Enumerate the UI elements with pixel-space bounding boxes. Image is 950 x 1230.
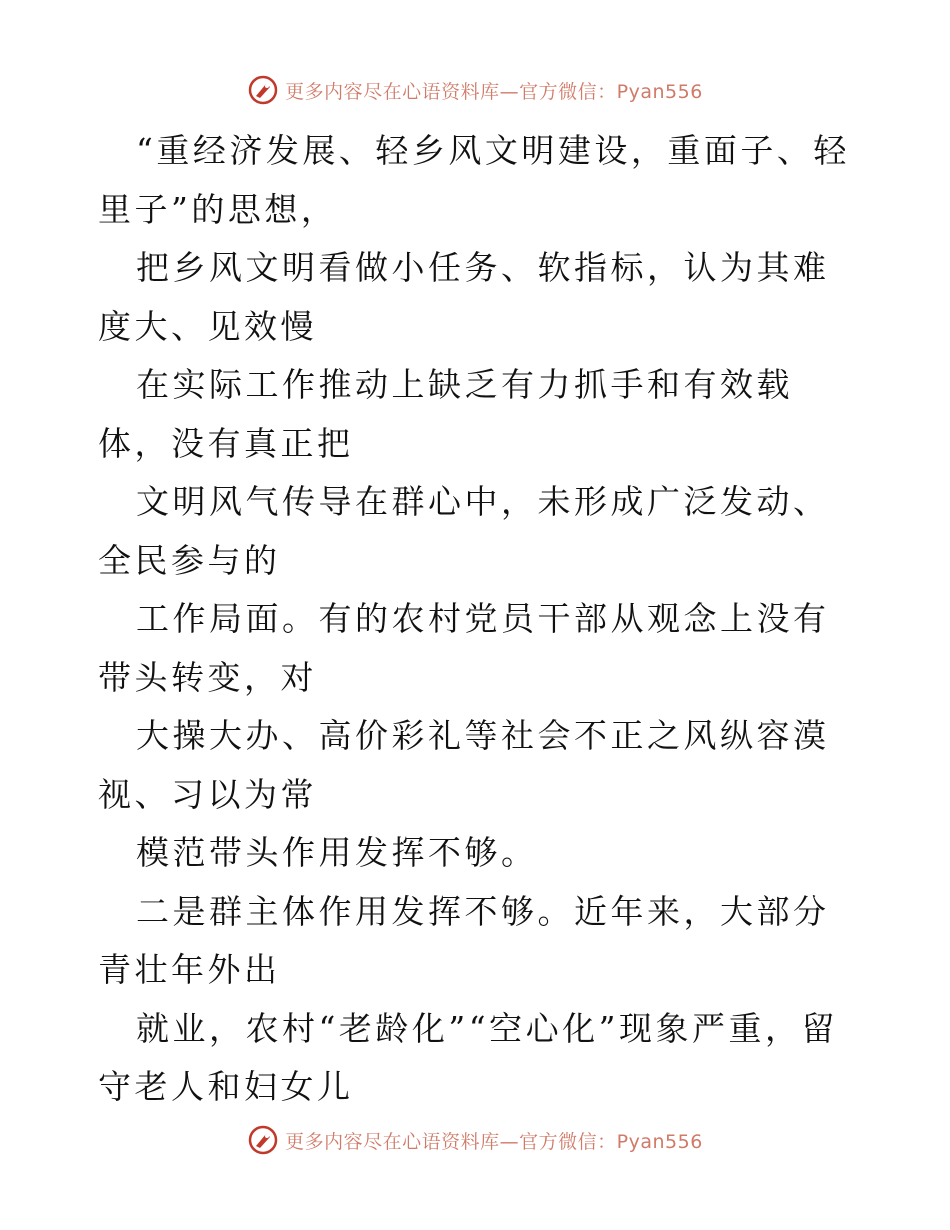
paragraph: 模范带头作用发挥不够。 [136,833,538,872]
paragraph: 工作局面。有的农村党员干部从观念上没有带头转变，对 [98,599,830,697]
paragraph: 把乡风文明看做小任务、软指标，认为其难度大、见效慢 [98,248,830,346]
document-body [98,122,858,1117]
paragraph: 在实际工作推动上缺乏有力抓手和有效载体，没有真正把 [98,365,793,463]
header-watermark [0,70,950,110]
paragraph: “重经济发展、轻乡风文明建设，重面子、轻里子”的思想， [98,131,850,229]
paragraph: 二是群主体作用发挥不够。近年来，大部分青壮年外出 [98,891,830,989]
paragraph: 就业，农村“老龄化”“空心化”现象严重，留守老人和妇女儿 [98,1008,838,1106]
pen-nib-circle-logo-icon [247,74,279,106]
footer-watermark [0,1120,950,1160]
paragraph: 文明风气传导在群心中，未形成广泛发动、全民参与的 [98,482,830,580]
pen-nib-circle-logo-icon [247,1124,279,1156]
watermark-text: 更多内容尽在心语资料库—官方微信：Pyan556 [285,80,703,103]
paragraph: 大操大办、高价彩礼等社会不正之风纵容漠视、习以为常 [98,716,830,814]
watermark-text: 更多内容尽在心语资料库—官方微信：Pyan556 [285,1130,703,1153]
